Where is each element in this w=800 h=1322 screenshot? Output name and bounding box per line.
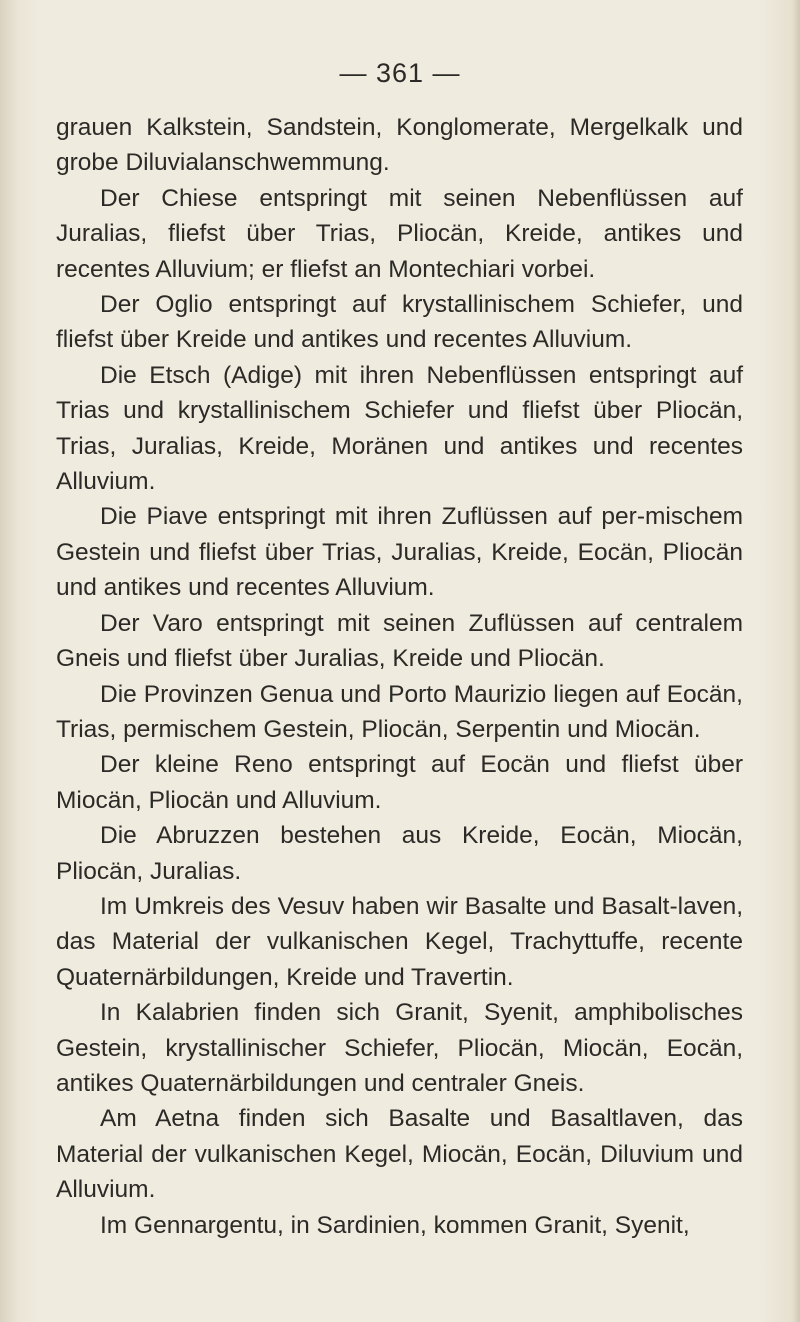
- paragraph: Die Piave entspringt mit ihren Zuflüssen auf per-mischem Gestein und fliefst über Trias, Juralias, Kreide, Eocän, Pliocän und antikes und recentes Alluvium.: [56, 503, 743, 602]
- paragraph: Der Varo entspringt mit seinen Zuflüssen auf centralem Gneis und fliefst über Juralias, Kreide und Pliocän.: [56, 609, 743, 673]
- paragraph: Der kleine Reno entspringt auf Eocän und fliefst über Miocän, Pliocän und Alluvium.: [56, 751, 743, 814]
- paragraph: Die Provinzen Genua und Porto Maurizio liegen auf Eocän, Trias, permischem Gestein, Pliocän, Serpentin und Miocän.: [56, 680, 743, 743]
- paragraph: Am Aetna finden sich Basalte und Basaltlaven, das Material der vulkanischen Kegel, Miocän, Eocän, Diluvium und Alluvium.: [56, 1105, 743, 1204]
- paragraph: Der Chiese entspringt mit seinen Nebenflüssen auf Juralias, fliefst über Trias, Pliocän, Kreide, antikes und recentes Alluvium; er fliefst an Montechiari vorbei.: [56, 184, 743, 283]
- paragraph: grauen Kalkstein, Sandstein, Konglomerate, Mergelkalk und grobe Diluvialanschwemmung.: [56, 114, 743, 177]
- page-number: — 361 —: [339, 58, 461, 88]
- paragraph: Im Gennargentu, in Sardinien, kommen Granit, Syenit,: [100, 1211, 690, 1239]
- paragraph: Der Oglio entspringt auf krystallinischem Schiefer, und fliefst über Kreide und antikes und recentes Alluvium.: [56, 291, 743, 354]
- paragraph: Im Umkreis des Vesuv haben wir Basalte und Basalt-laven, das Material der vulkanischen Kegel, Trachyttuffe, recente Quaternärbildungen, Kreide und Travertin.: [56, 892, 743, 991]
- paragraph: Die Etsch (Adige) mit ihren Nebenflüssen entspringt auf Trias und krystallinischem Schiefer und fliefst über Pliocän, Trias, Juralias, Kreide, Moränen und antikes und recentes Alluvium.: [56, 361, 743, 496]
- paragraph: Die Abruzzen bestehen aus Kreide, Eocän, Miocän, Pliocän, Juralias.: [56, 822, 743, 885]
- page-text: [56, 110, 743, 1243]
- paragraph: In Kalabrien finden sich Granit, Syenit, amphibolisches Gestein, krystallinischer Schiefer, Pliocän, Miocän, Eocän, antikes Quaternärbildungen und centraler Gneis.: [56, 999, 743, 1097]
